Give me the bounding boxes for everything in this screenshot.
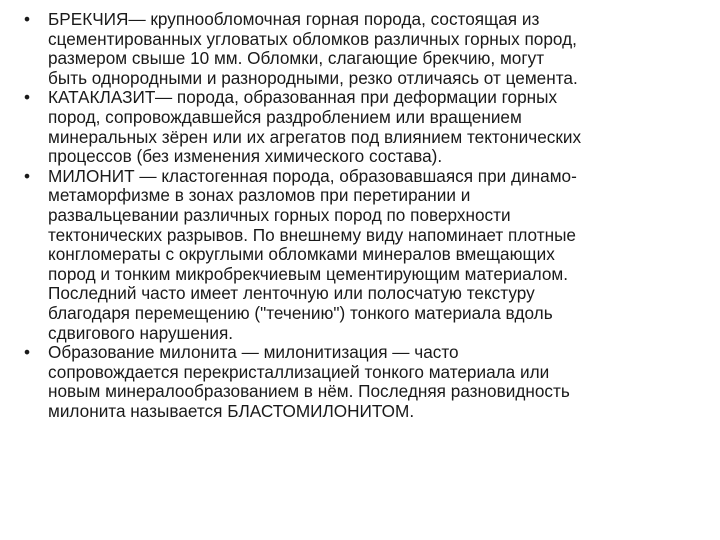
bullet-text-line: процессов (без изменения химического состава). (48, 146, 443, 167)
bullet-text-line: МИЛОНИТ — кластогенная порода, образовавшаяся при динамо- (48, 165, 577, 186)
bullet-text-line: сопровождается перекристаллизацией тонкого материала или (48, 361, 550, 382)
bullet-text-line: благодаря перемещению ("течению") тонкого материала вдоль (48, 302, 553, 323)
bullet-item-mylonite (24, 167, 694, 343)
bullet-text-line: новым минералообразованием в нём. Последняя разновидность (48, 381, 570, 402)
bullet-item-mylonitization (24, 343, 694, 421)
bullet-text-line: пород, сопровождавшейся раздроблением или вращением (48, 106, 522, 127)
bullet-list (24, 10, 694, 421)
bullet-item-breccia (24, 10, 694, 88)
bullet-text-line: тектонических разрывов. По внешнему виду напоминает плотные (48, 224, 576, 245)
bullet-text-line: пород и тонким микробрекчиевым цементирующим материалом. (48, 263, 569, 284)
bullet-text-line: милонита называется БЛАСТОМИЛОНИТОМ. (48, 400, 415, 421)
bullet-text-line: сцементированных угловатых обломков различных горных пород, (48, 28, 577, 49)
bullet-icon: • (24, 9, 31, 29)
bullet-text-line: БРЕКЧИЯ— крупнообломочная горная порода, состоящая из (48, 9, 540, 29)
bullet-text-line: развальцевании различных горных пород по поверхности (48, 204, 511, 225)
bullet-text-line: быть однородными и разнородными, резко отличаясь от цемента. (48, 67, 578, 88)
bullet-item-cataclasite (24, 88, 694, 166)
bullet-text-line: конгломераты с округлыми обломками минералов вмещающих (48, 244, 555, 265)
bullet-icon: • (24, 342, 31, 363)
bullet-text-line: метаморфизме в зонах разломов при перетирании и (48, 185, 471, 206)
bullet-text-line: КАТАКЛАЗИТ— порода, образованная при деформации горных (48, 87, 558, 108)
bullet-text-line: Образование милонита — милонитизация — часто (48, 342, 459, 363)
bullet-icon: • (24, 165, 31, 186)
bullet-text-line: размером свыше 10 мм. Обломки, слагающие брекчию, могут (48, 48, 545, 69)
bullet-text-line: Последний часто имеет ленточную или полосчатую текстуру (48, 283, 535, 304)
bullet-text-line: сдвигового нарушения. (48, 322, 234, 343)
bullet-icon: • (24, 87, 31, 108)
bullet-text-line: минеральных зёрен или их агрегатов под влиянием тектонических (48, 126, 582, 147)
